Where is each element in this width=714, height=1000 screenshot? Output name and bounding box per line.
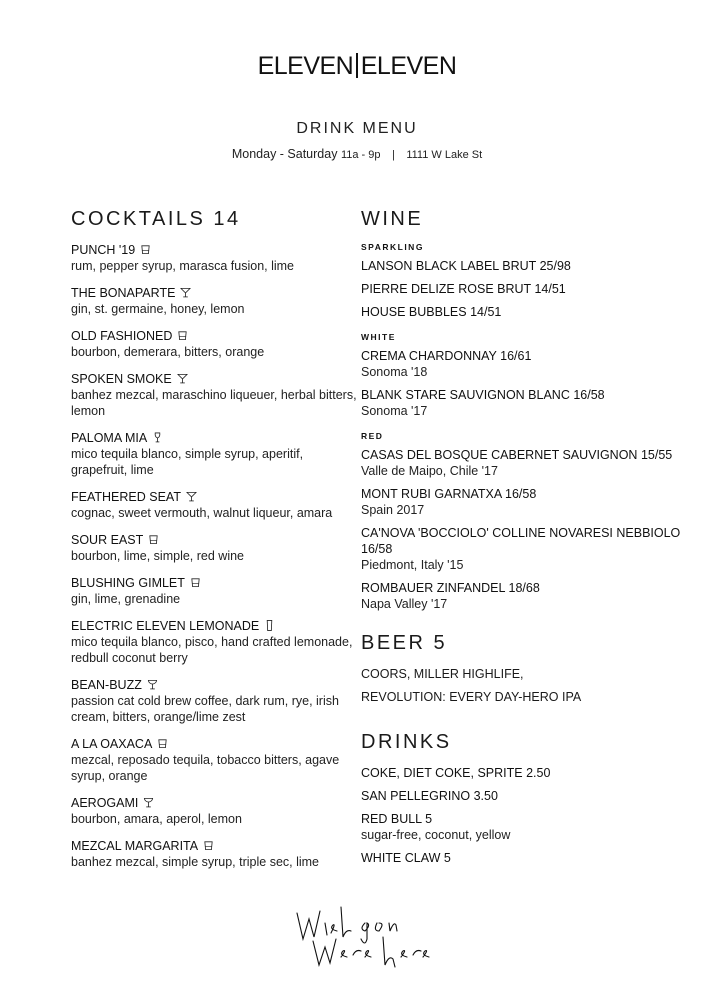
wine-origin: Sonoma '17 [361, 404, 428, 418]
cocktail-name [71, 575, 361, 591]
wine-name-line [361, 304, 701, 320]
cocktail-item [71, 736, 361, 784]
cocktail-desc: passion cat cold brew coffee, dark rum, rye, irish cream, bitters, orange/lime zest [71, 694, 339, 724]
highball-glass-icon [264, 620, 275, 631]
wine-name: ROMBAUER ZINFANDEL [361, 581, 506, 595]
cocktail-item [71, 242, 361, 274]
wine-item [361, 304, 701, 320]
wine-price: 16/58 [573, 388, 605, 402]
coupe-glass-icon [147, 679, 158, 690]
cocktail-desc: cognac, sweet vermouth, walnut liqueur, amara [71, 506, 333, 520]
wine-price: 16/58 [361, 542, 393, 556]
logo-right: ELEVEN [360, 52, 457, 80]
wine-title: WINE [361, 208, 424, 230]
address: 1111 W Lake St [406, 149, 483, 161]
wine-item [361, 580, 701, 612]
drinks-title: DRINKS [361, 731, 452, 753]
cocktail-item [71, 532, 361, 564]
cocktail-name [71, 371, 361, 387]
wine-name-line [361, 258, 701, 274]
wine-name: MONT RUBI GARNATXA [361, 487, 502, 501]
wine-origin: Valle de Maipo, Chile '17 [361, 464, 498, 478]
cocktail-name [71, 736, 361, 752]
cocktail-name-text: AEROGAMI [71, 796, 139, 810]
cocktail-name-text: SOUR EAST [71, 533, 144, 547]
cocktail-item [71, 430, 361, 478]
wine-origin: Piedmont, Italy '15 [361, 558, 464, 572]
drink-name-line [361, 811, 701, 827]
cocktail-name [71, 430, 361, 446]
drink-item [361, 811, 701, 843]
wine-price: 16/58 [505, 487, 537, 501]
hours-line [0, 147, 714, 161]
martini-glass-icon [186, 491, 197, 502]
cocktail-name-text: A LA OAXACA [71, 737, 153, 751]
rocks-glass-icon [203, 840, 214, 851]
drink-price: 2.50 [526, 766, 551, 780]
cocktail-name-text: PALOMA MIA [71, 431, 148, 445]
wine-origin: Napa Valley '17 [361, 597, 448, 611]
cocktail-name [71, 328, 361, 344]
cocktail-name [71, 489, 361, 505]
cocktail-desc: mico tequila blanco, pisco, hand crafted lemonade, redbull coconut berry [71, 635, 353, 665]
drinks-list [361, 765, 701, 866]
cocktail-name-text: THE BONAPARTE [71, 286, 176, 300]
cocktail-name-text: BLUSHING GIMLET [71, 576, 185, 590]
wine-name: LANSON BLACK LABEL BRUT [361, 259, 537, 273]
drink-item [361, 788, 701, 804]
rocks-glass-icon [148, 534, 159, 545]
wine-name-line [361, 486, 701, 502]
cocktail-desc: rum, pepper syrup, marasca fusion, lime [71, 259, 295, 273]
drink-price: 5 [443, 851, 451, 865]
cocktail-desc: bourbon, amara, aperol, lemon [71, 812, 242, 826]
wine-item [361, 281, 701, 297]
wine-name-line [361, 525, 701, 557]
wine-item [361, 348, 701, 380]
wine-list [361, 242, 701, 612]
wine-name-line [361, 580, 701, 596]
wine-origin: Sonoma '18 [361, 365, 428, 379]
cocktail-name-text: MEZCAL MARGARITA [71, 839, 199, 853]
wine-name: CREMA CHARDONNAY [361, 349, 497, 363]
cocktail-name [71, 285, 361, 301]
cocktail-item [71, 618, 361, 666]
drink-price: 3.50 [473, 789, 498, 803]
wine-item [361, 387, 701, 419]
drink-name-line [361, 765, 701, 781]
drink-name: WHITE CLAW [361, 851, 441, 865]
beer-title: BEER 5 [361, 632, 448, 654]
cocktail-name [71, 795, 361, 811]
wine-name: CASAS DEL BOSQUE CABERNET SAUVIGNON [361, 448, 638, 462]
cocktail-desc: gin, st. germaine, honey, lemon [71, 302, 245, 316]
cocktail-name-text: PUNCH '19 [71, 243, 136, 257]
wine-category-label: RED [361, 431, 384, 441]
cocktail-item [71, 838, 361, 870]
rocks-glass-icon [190, 577, 201, 588]
cocktail-name-text: OLD FASHIONED [71, 329, 173, 343]
martini-glass-icon [177, 373, 188, 384]
wine-name: HOUSE BUBBLES [361, 305, 467, 319]
cocktail-desc: banhez mezcal, simple syrup, triple sec, lime [71, 855, 320, 869]
rocks-glass-icon [140, 244, 151, 255]
separator: | [391, 149, 395, 161]
wine-item [361, 447, 701, 479]
wine-item [361, 525, 701, 573]
days: Monday - Saturday [231, 147, 338, 161]
martini-glass-icon [180, 287, 191, 298]
cocktail-desc: gin, lime, grenadine [71, 592, 181, 606]
menu-title: DRINK MENU [296, 120, 418, 137]
wine-item [361, 258, 701, 274]
cocktail-item [71, 285, 361, 317]
signature-script [285, 893, 435, 973]
rocks-glass-icon [177, 330, 188, 341]
signature-graphic [285, 893, 435, 973]
wine-name-line [361, 348, 701, 364]
cocktail-item [71, 328, 361, 360]
wine-name: CA'NOVA 'BOCCIOLO' COLLINE NOVARESI NEBBIOLO [361, 526, 681, 540]
cocktail-list [71, 242, 361, 870]
wine-price: 15/55 [640, 448, 673, 462]
cocktails-column [71, 208, 361, 881]
logo-divider [356, 53, 358, 78]
drink-name: COKE, DIET COKE, SPRITE [361, 766, 523, 780]
cocktail-item [71, 371, 361, 419]
drink-desc: sugar-free, coconut, yellow [361, 828, 511, 842]
cocktail-item [71, 489, 361, 521]
cocktail-item [71, 575, 361, 607]
cocktail-name-text: ELECTRIC ELEVEN LEMONADE [71, 619, 260, 633]
wine-price: 18/68 [508, 581, 540, 595]
cocktail-item [71, 795, 361, 827]
cocktail-desc: bourbon, demerara, bitters, orange [71, 345, 265, 359]
cocktail-desc: mezcal, reposado tequila, tobacco bitters, agave syrup, orange [71, 753, 340, 783]
logo [0, 52, 714, 81]
cocktails-title: COCKTAILS 14 [71, 208, 241, 230]
cocktail-name-text: BEAN-BUZZ [71, 678, 142, 692]
drink-name: RED BULL [361, 812, 422, 826]
wine-glass-icon [152, 432, 163, 443]
wine-price: 14/51 [534, 282, 566, 296]
wine-name: PIERRE DELIZE ROSE BRUT [361, 282, 531, 296]
drink-name: SAN PELLEGRINO [361, 789, 471, 803]
cocktail-desc: banhez mezcal, maraschino liqueuer, herbal bitters, lemon [71, 388, 357, 418]
cocktail-name-text: FEATHERED SEAT [71, 490, 181, 504]
right-column [361, 208, 701, 873]
cocktail-desc: mico tequila blanco, simple syrup, aperitif, grapefruit, lime [71, 447, 304, 477]
beer-line: COORS, MILLER HIGHLIFE, [361, 667, 524, 681]
rocks-glass-icon [157, 738, 168, 749]
wine-price: 16/61 [500, 349, 532, 363]
drink-price: 5 [425, 812, 433, 826]
time: 11a - 9p [340, 149, 381, 161]
wine-origin: Spain 2017 [361, 503, 425, 517]
drink-name-line [361, 850, 701, 866]
logo-left: ELEVEN [257, 52, 354, 80]
wine-name-line [361, 281, 701, 297]
wine-name-line [361, 387, 701, 403]
cocktail-name-text: SPOKEN SMOKE [71, 372, 172, 386]
drink-name-line [361, 788, 701, 804]
coupe-glass-icon [143, 797, 154, 808]
wine-price: 25/98 [539, 259, 571, 273]
wine-category-label: WHITE [361, 332, 396, 342]
cocktail-item [71, 677, 361, 725]
drink-item [361, 765, 701, 781]
cocktail-name [71, 242, 361, 258]
cocktail-name [71, 532, 361, 548]
wine-category-label: SPARKLING [361, 242, 424, 252]
wine-price: 14/51 [470, 305, 502, 319]
cocktail-name [71, 677, 361, 693]
cocktail-desc: bourbon, lime, simple, red wine [71, 549, 244, 563]
drink-item [361, 850, 701, 866]
cocktail-name [71, 838, 361, 854]
cocktail-name [71, 618, 361, 634]
wine-name: BLANK STARE SAUVIGNON BLANC [361, 388, 570, 402]
wine-name-line [361, 447, 701, 463]
wine-item [361, 486, 701, 518]
beer-line: REVOLUTION: EVERY DAY-HERO IPA [361, 690, 582, 704]
